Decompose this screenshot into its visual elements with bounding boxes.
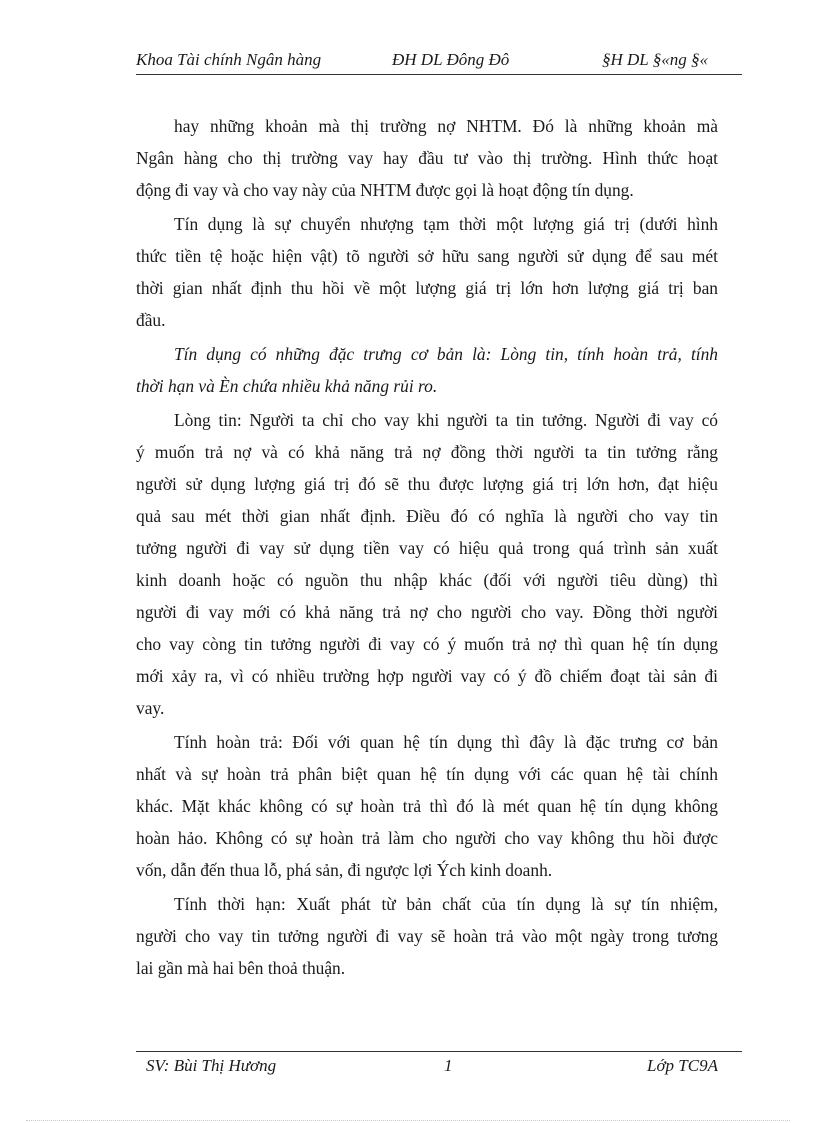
footer-page-number: 1 [444, 1056, 453, 1075]
paragraph [136, 888, 718, 984]
paragraph [136, 338, 718, 402]
paragraph [136, 726, 718, 886]
text-line: người sử dụng lượng giá trị đó sẽ thu được lượng giá trị lớn hơn, đạt hiệu [136, 474, 718, 494]
text-line: khác. Mặt khác không có sự hoàn trả thì đó là mét quan hệ tín dụng không [136, 796, 718, 816]
text-line: quả sau mét thời gian nhất định. Điều đó có nghĩa là người cho vay tin [136, 506, 718, 526]
text-line: Tính hoàn trả: Đối với quan hệ tín dụng thì đây là đặc trưng cơ bản [174, 732, 718, 752]
text-line: đầu. [136, 310, 166, 330]
page-header [136, 48, 742, 75]
text-line: người cho vay tin tưởng người đi vay sẽ hoàn trả vào một ngày trong tương [136, 926, 718, 946]
text-line: Lòng tin: Người ta chỉ cho vay khi người ta tin tưởng. Người đi vay có [174, 410, 718, 430]
text-line: động đi vay và cho vay này của NHTM được gọi là hoạt động tín dụng. [136, 180, 634, 200]
text-line: thời gian nhất định thu hồi về một lượng giá trị lớn hơn lượng giá trị ban [136, 278, 718, 298]
footer-class: Lớp TC9A [647, 1056, 718, 1075]
page-footer [136, 1051, 742, 1080]
text-line: ý muốn trả nợ và có khả năng trả nợ đồng thời người ta tin tưởng rằng [136, 442, 718, 462]
text-line: hay những khoản mà thị trường nợ NHTM. Đó là những khoản mà [174, 116, 718, 136]
text-line: Ngân hàng cho thị trường vay hay đầu tư vào thị trường. Hình thức hoạt [136, 148, 718, 168]
text-line: Tín dụng có những đặc trưng cơ bản là: Lòng tin, tính hoàn trả, tính [174, 344, 718, 364]
text-line: Tính thời hạn: Xuất phát từ bản chất của tín dụng là sự tín nhiệm, [174, 894, 718, 914]
document-body [136, 110, 718, 986]
text-line: kinh doanh hoặc có nguồn thu nhập khác (đối với người tiêu dùng) thì [136, 570, 718, 590]
text-line: vay. [136, 698, 165, 718]
footer-student-name: SV: Bùi Thị Hương [146, 1056, 277, 1075]
header-university: ĐH DL Đông Đô [392, 50, 510, 69]
text-line: hoàn hảo. Không có sự hoàn trả làm cho người cho vay không thu hồi được [136, 828, 718, 848]
text-line: người đi vay mới có khả năng trả nợ cho người cho vay. Đồng thời người [136, 602, 718, 622]
text-line: Tín dụng là sự chuyển nhượng tạm thời một lượng giá trị (dưới hình [174, 214, 718, 234]
paragraph [136, 110, 718, 206]
text-line: thời hạn và Èn chứa nhiều khả năng rủi ro. [136, 376, 438, 396]
text-line: mới xảy ra, vì có nhiều trường hợp người vay có ý đồ chiếm đoạt tài sản đi [136, 666, 718, 686]
page-edge-divider [26, 1120, 790, 1121]
text-line: cho vay còng tin tưởng người đi vay có ý muốn trả nợ thì quan hệ tín dụng [136, 634, 718, 654]
text-line: vốn, dẫn đến thua lỗ, phá sản, đi ngược lợi Ých kinh doanh. [136, 860, 553, 880]
text-line: lai gần mà hai bên thoả thuận. [136, 958, 346, 978]
paragraph [136, 404, 718, 724]
paragraph [136, 208, 718, 336]
text-line: tưởng người đi vay sử dụng tiền vay có hiệu quả trong quá trình sản xuất [136, 538, 718, 558]
header-faculty: Khoa Tài chính Ngân hàng [136, 50, 322, 69]
text-line: thức tiền tệ hoặc hiện vật) tõ người sở hữu sang người sử dụng để sau mét [136, 246, 718, 266]
header-university-encoded: §H DL §«ng §« [602, 50, 708, 69]
text-line: nhất và sự hoàn trả phân biệt quan hệ tín dụng với các quan hệ tài chính [136, 764, 718, 784]
